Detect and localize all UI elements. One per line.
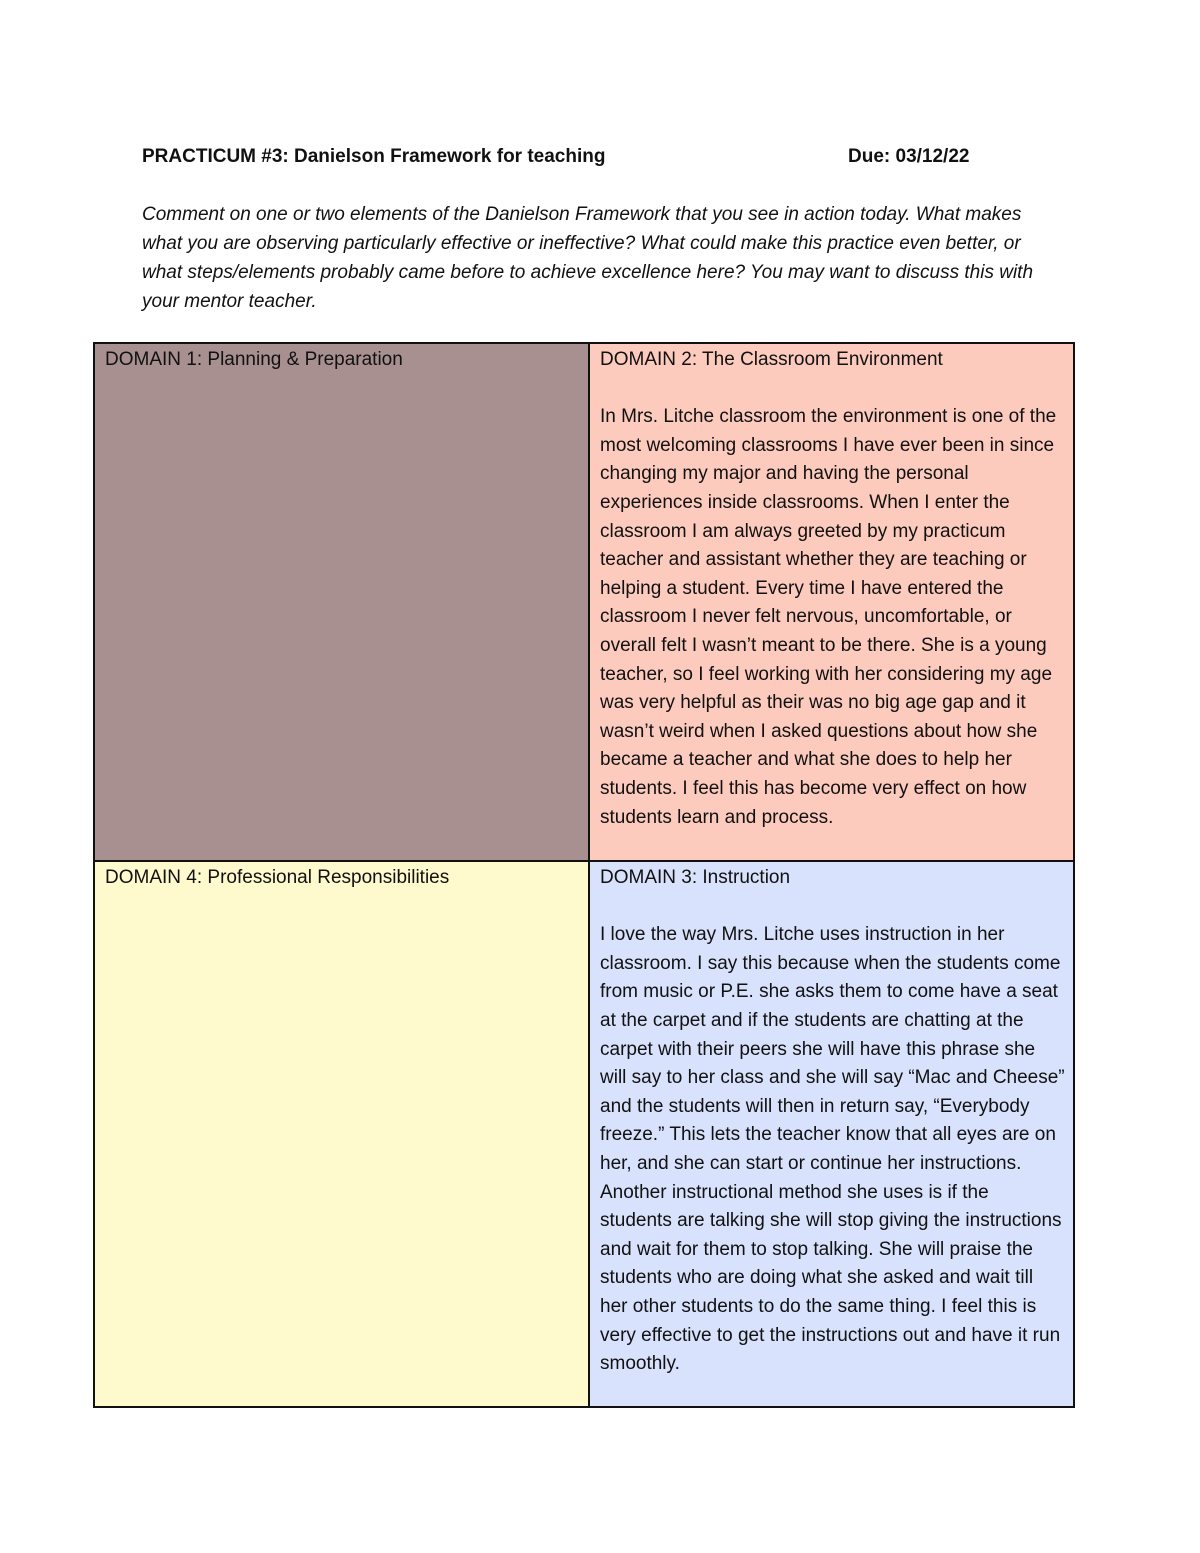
assignment-instructions: Comment on one or two elements of the Danielson Framework that you see in action today. What makes what you are observing particularly effective or ineffective? What could make this practice even better, or what steps/elements probably came before to achieve excellence here? You may want to discuss this with your mentor teacher. bbox=[142, 204, 1034, 312]
document-title: PRACTICUM #3: Danielson Framework for teaching bbox=[142, 146, 606, 167]
domain-4-heading: DOMAIN 4: Professional Responsibilities bbox=[105, 867, 450, 888]
domain-2-cell bbox=[590, 344, 1073, 862]
domain-2-body: In Mrs. Litche classroom the environment is one of the most welcoming classrooms I have ever been in since changing my major and having the personal experiences inside classrooms. When I enter the classroom I am always greeted by my practicum teacher and assistant whether they are teaching or helping a student. Every time I have entered the classroom I never felt nervous, uncomfortable, or overall felt I wasn’t meant to be there. She is a young teacher, so I feel working with her considering my age was very helpful as their was no big age gap and it wasn’t weird when I asked questions about how she became a teacher and what she does to help her students. I feel this has become very effect on how students learn and process. bbox=[600, 406, 1057, 828]
domain-1-cell bbox=[95, 344, 590, 862]
domain-4-cell bbox=[95, 862, 590, 1406]
domain-3-heading: DOMAIN 3: Instruction bbox=[600, 867, 791, 888]
domain-3-body: I love the way Mrs. Litche uses instruction in her classroom. I say this because when the students come from music or P.E. she asks them to come have a seat at the carpet and if the students are chatting at the carpet with their peers she will have this phrase she will say to her class and she will say “Mac and Cheese” and the students will then in return say, “Everybody freeze.” This lets the teacher know that all eyes are on her, and she can start or continue her instructions. Another instructional method she uses is if the students are talking she will stop giving the instructions and wait for them to stop talking. She will praise the students who are doing what she asked and wait till her other students to do the same thing. I feel this is very effective to get the instructions out and have it run smoothly. bbox=[600, 924, 1065, 1375]
domain-3-cell bbox=[590, 862, 1073, 1406]
document-header bbox=[142, 142, 1002, 172]
due-date: Due: 03/12/22 bbox=[848, 146, 970, 167]
domain-table bbox=[93, 342, 1075, 1408]
domain-1-heading: DOMAIN 1: Planning & Preparation bbox=[105, 349, 403, 370]
domain-2-heading: DOMAIN 2: The Classroom Environment bbox=[600, 349, 943, 370]
